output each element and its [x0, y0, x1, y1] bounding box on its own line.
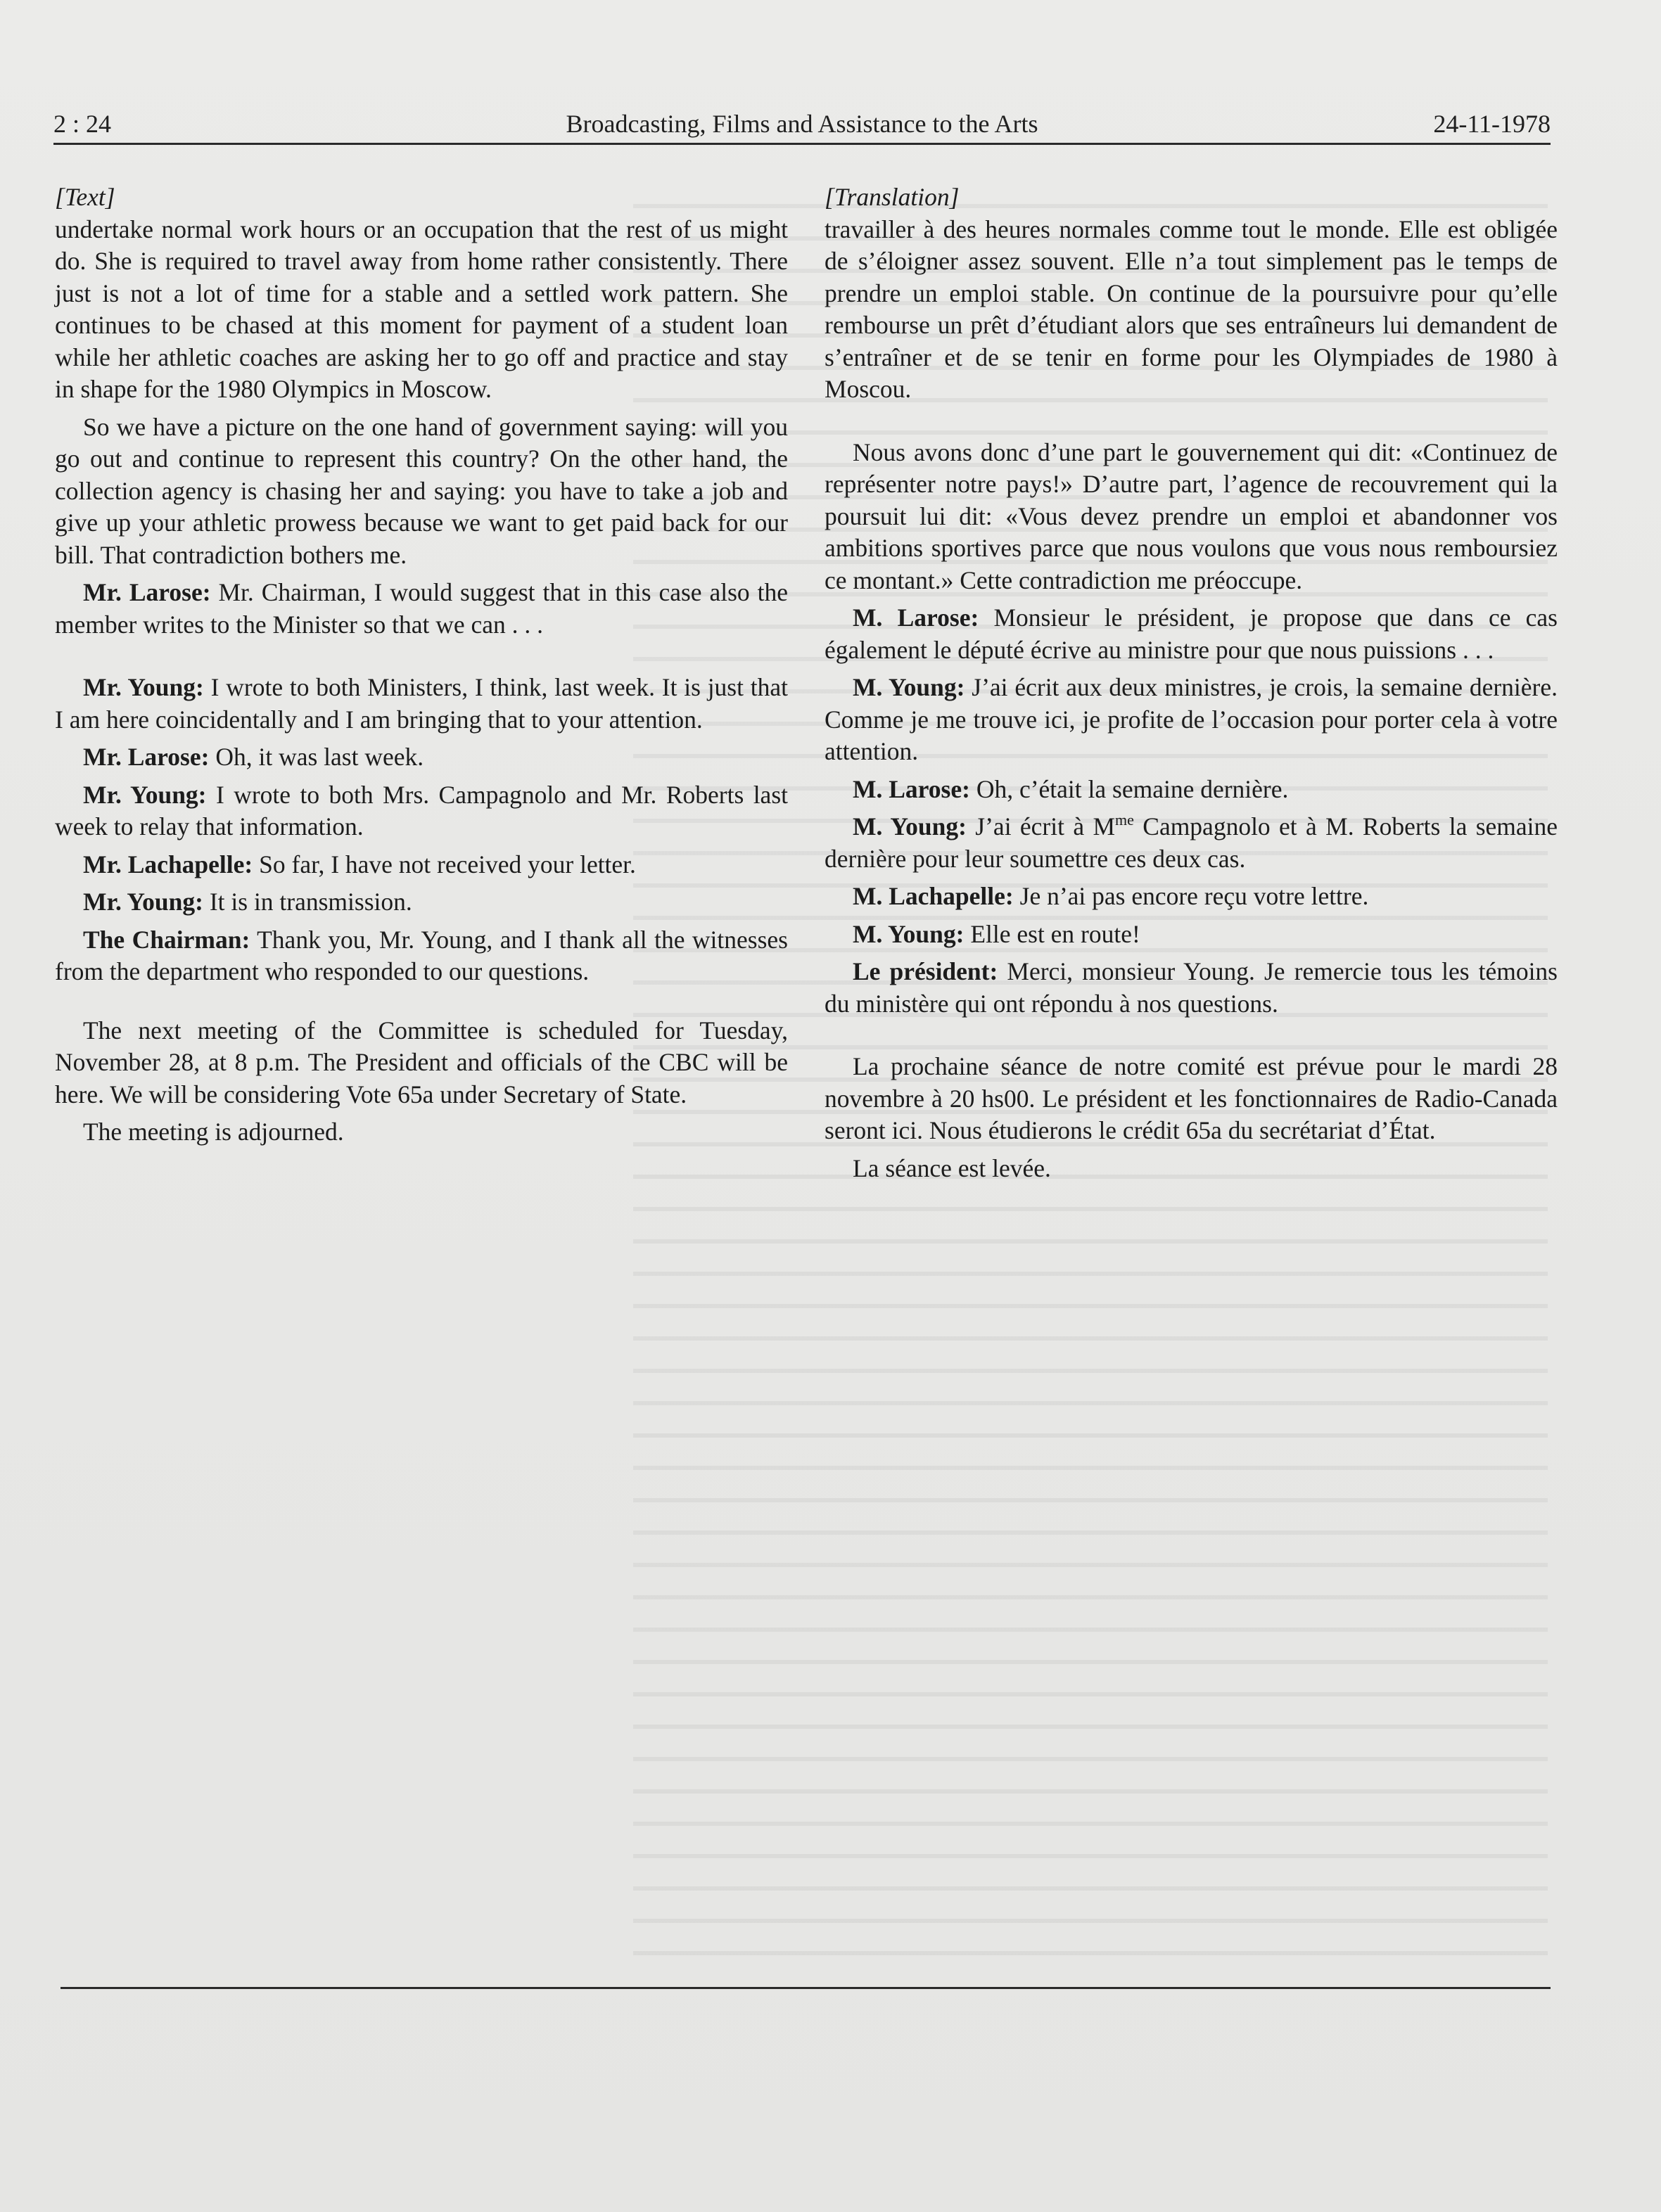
speech-text: Elle est en route! — [964, 919, 1140, 948]
speech-text: Mr. Chairman, I would suggest that in this case also the member writes to the Minister so that we can . . . — [55, 578, 789, 639]
speaker-name: Mr. Young: — [83, 673, 204, 701]
speaker-name: M. Larose: — [853, 603, 979, 632]
speaker-name: Mr. Young: — [83, 888, 203, 916]
speech-paragraph — [55, 779, 788, 843]
spacer — [825, 1025, 1558, 1051]
page-number: 2 : 24 — [53, 110, 112, 138]
paragraph: La séance est levée. — [853, 1153, 1051, 1182]
speech-paragraph — [55, 577, 788, 641]
column-heading-label: Text — [64, 183, 106, 211]
footer-rule — [61, 1987, 1551, 1989]
speech-text: I wrote to both Mrs. Campagnolo and Mr. Roberts last week to relay that information. — [55, 780, 788, 840]
paragraph: travailler à des heures normales comme tout le monde. Elle est obligée de s’éloigner assez souvent. Elle n’a tout simplement pas le temps de prendre un emploi stable. On continue de la poursuivre pour qu’elle rembourse un prêt d’étudiant alors que ses entraîneurs lui demandent de s’entraîner et de se tenir en forme pour les Olympiades de 1980 à Moscou. — [825, 215, 1558, 403]
speech-paragraph — [825, 956, 1558, 1020]
speaker-name: Mr. Lachapelle: — [83, 850, 253, 878]
speech-paragraph — [825, 881, 1558, 913]
french-column — [825, 181, 1558, 1190]
header-date: 24-11-1978 — [1433, 110, 1551, 138]
speech-paragraph — [825, 672, 1558, 768]
speaker-name: M. Young: — [853, 673, 965, 701]
speech-paragraph — [55, 924, 788, 988]
speaker-name: M. Larose: — [853, 774, 970, 803]
speech-text: Merci, monsieur Young. Je remercie tous les témoins du ministère qui ont répondu à nos questions. — [825, 957, 1558, 1018]
speech-paragraph — [825, 774, 1558, 806]
speech-text: I wrote to both Ministers, I think, last week. It is just that I am here coincidentally and I am bringing that to your attention. — [55, 673, 788, 734]
speaker-name: Mr. Young: — [83, 780, 207, 809]
page-header — [53, 106, 1551, 142]
speech-paragraph — [825, 602, 1558, 666]
spacer — [825, 411, 1558, 437]
speech-paragraph — [55, 886, 788, 919]
speech-paragraph — [55, 672, 788, 736]
speech-text: Campagnolo et à M. Roberts la semaine dernière pour leur soumettre ces deux cas. — [825, 812, 1558, 873]
speech-text: Oh, c’était la semaine dernière. — [969, 774, 1289, 803]
speaker-name: M. Young: — [853, 919, 965, 948]
speech-text: It is in transmission. — [203, 888, 412, 916]
speech-text: Je n’ai pas encore reçu votre lettre. — [1013, 882, 1369, 910]
paragraph: undertake normal work hours or an occupation that the rest of us might do. She is required to travel away from home rather consistently. There just is not a lot of time for a stable and a settled work pattern. She continues to be chased at this moment for payment of a student loan while her athletic coaches are asking her to go off and practice and stay in shape for the 1980 Olympics in Moscow. — [55, 215, 788, 403]
speech-paragraph — [825, 811, 1558, 875]
superscript-abbreviation: me — [1115, 811, 1134, 829]
speaker-name: M. Lachapelle: — [853, 882, 1014, 910]
speech-text: So far, I have not received your letter. — [253, 850, 636, 878]
speech-text: J’ai écrit aux deux ministres, je crois, la semaine dernière. Comme je me trouve ici, je profite de l’occasion pour porter cela à votre attention. — [825, 673, 1558, 765]
speaker-name: Mr. Larose: — [83, 578, 211, 606]
speech-paragraph — [825, 919, 1558, 951]
paragraph: The next meeting of the Committee is scheduled for Tuesday, November 28, at 8 p.m. The President and officials of the CBC will be here. We will be considering Vote 65a under Secretary of State. — [55, 1016, 788, 1108]
column-heading-label: Translation — [834, 183, 950, 211]
speech-paragraph — [55, 741, 788, 774]
column-heading-text: [Text] — [55, 183, 115, 211]
speech-paragraph — [55, 849, 788, 881]
spacer — [55, 994, 788, 1015]
speaker-name: Le président: — [853, 957, 998, 985]
paragraph: Nous avons donc d’une part le gouvernement qui dit: «Continuez de représenter notre pays!» D’autre part, l’agence de recouvrement qui la poursuit lui dit: «Vous devez prendre un emploi et abandonner vos ambitions sportives parce que nous voulons que vous nous remboursiez ce montant.» Cette contradiction me préoccupe. — [825, 437, 1558, 594]
paragraph: So we have a picture on the one hand of government saying: will you go out and continue to represent this country? On the other hand, the collection agency is chasing her and saying: you have to take a job and give up your athletic prowess because we want to get paid back for our bill. That contradiction bothers me. — [55, 412, 788, 569]
speaker-name: The Chairman: — [83, 925, 250, 954]
paragraph: La prochaine séance de notre comité est prévue pour le mardi 28 novembre à 20 hs00. Le président et les fonctionnaires de Radio-Canada seront ici. Nous étudierons le crédit 65a du secrétariat d’État. — [825, 1052, 1558, 1144]
speech-text: Monsieur le président, je propose que dans ce cas également le député écrive au ministre pour que nous puissions . . . — [825, 603, 1558, 664]
english-column — [55, 181, 788, 1154]
speech-text: J’ai écrit à M — [966, 812, 1116, 840]
speaker-name: M. Young: — [853, 812, 967, 840]
speech-text: Oh, it was last week. — [209, 743, 424, 771]
paragraph: The meeting is adjourned. — [83, 1118, 344, 1146]
spacer — [55, 646, 788, 672]
speech-text: Thank you, Mr. Young, and I thank all the witnesses from the department who responded to our questions. — [55, 925, 788, 985]
publication-title: Broadcasting, Films and Assistance to the Arts — [566, 110, 1038, 138]
column-heading-translation: [Translation] — [825, 183, 960, 211]
speaker-name: Mr. Larose: — [83, 743, 210, 771]
header-rule — [53, 143, 1551, 145]
